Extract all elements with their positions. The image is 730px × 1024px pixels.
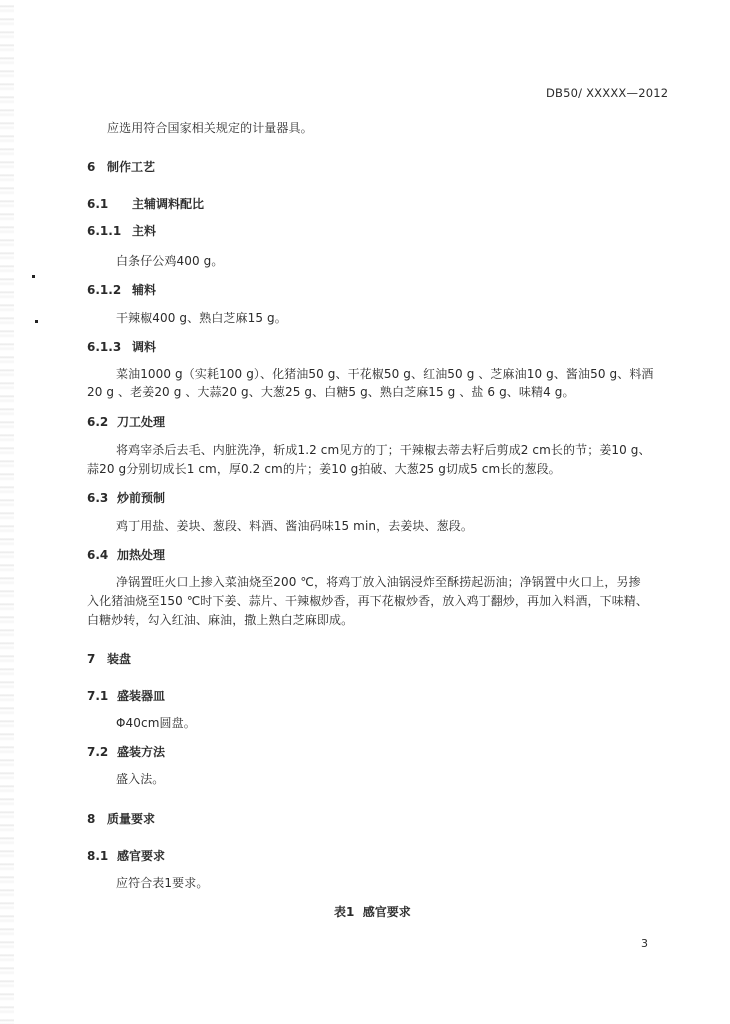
section-number: 6.1.1 xyxy=(87,224,122,238)
scan-edge-artifact xyxy=(0,0,14,1024)
section-number: 7.2 xyxy=(87,745,109,759)
section-title: 主料 xyxy=(132,224,157,238)
section-6-1-1-heading xyxy=(87,224,156,238)
section-8-1-heading xyxy=(87,849,165,863)
section-number: 6.3 xyxy=(87,491,109,505)
section-6-1-heading xyxy=(87,197,204,211)
section-6-1-3-heading xyxy=(87,340,156,354)
section-title: 炒前预制 xyxy=(117,491,166,505)
heating-text-line-2: 入化猪油烧至150 ℃时下姜、蒜片、干辣椒炒香，再下花椒炒香，放入鸡丁翻炒，再加入料酒，下味精、 xyxy=(87,594,648,608)
section-number: 6.1 xyxy=(87,197,109,211)
section-title: 盛装器皿 xyxy=(117,689,166,703)
table-caption: 表1 感官要求 xyxy=(334,905,411,919)
section-6-heading xyxy=(87,160,155,174)
heating-text-line-3: 白糖炒转，勾入红油、麻油，撒上熟白芝麻即成。 xyxy=(87,613,354,627)
section-number: 6 xyxy=(87,160,96,174)
section-title: 装盘 xyxy=(107,652,132,666)
pre-fry-prep-text: 鸡丁用盐、姜块、葱段、料酒、酱油码味15 min，去姜块、葱段。 xyxy=(116,519,473,533)
section-title: 刀工处理 xyxy=(117,415,166,429)
scan-mark xyxy=(35,320,38,323)
knife-work-text-line-1: 将鸡宰杀后去毛、内脏洗净，斩成1.2 cm见方的丁；干辣椒去蒂去籽后剪成2 cm长的节；姜10 g、 xyxy=(116,443,651,457)
section-7-2-heading xyxy=(87,745,165,759)
main-ingredient-text: 白条仔公鸡400 g。 xyxy=(116,254,224,268)
section-6-1-2-heading xyxy=(87,283,156,297)
section-number: 6.1.2 xyxy=(87,283,122,297)
section-number: 6.1.3 xyxy=(87,340,122,354)
knife-work-text-line-2: 蒜20 g分别切成长1 cm，厚0.2 cm的片；姜10 g拍破、大葱25 g切成5 cm长的葱段。 xyxy=(87,462,561,476)
section-8-heading xyxy=(87,812,155,826)
section-title: 调料 xyxy=(132,340,157,354)
auxiliary-ingredient-text: 干辣椒400 g、熟白芝麻15 g。 xyxy=(116,311,287,325)
section-title: 盛装方法 xyxy=(117,745,166,759)
section-title: 质量要求 xyxy=(107,812,156,826)
scan-mark xyxy=(32,275,35,278)
paragraph-measuring-tools: 应选用符合国家相关规定的计量器具。 xyxy=(107,121,313,135)
seasoning-text-line-1: 菜油1000 g（实耗100 g）、化猪油50 g、干花椒50 g、红油50 g 、芝麻油10 g、酱油50 g、料酒 xyxy=(116,367,654,381)
section-7-heading xyxy=(87,652,131,666)
section-number: 7 xyxy=(87,652,96,666)
section-6-3-heading xyxy=(87,491,165,505)
section-title: 主辅调料配比 xyxy=(132,197,205,211)
sensory-requirement-text: 应符合表1要求。 xyxy=(116,876,209,890)
section-6-2-heading xyxy=(87,415,165,429)
section-number: 7.1 xyxy=(87,689,109,703)
section-number: 6.4 xyxy=(87,548,109,562)
section-title: 辅料 xyxy=(132,283,157,297)
section-title: 感官要求 xyxy=(117,849,166,863)
section-title: 加热处理 xyxy=(117,548,166,562)
plating-method-text: 盛入法。 xyxy=(116,772,165,786)
page-number: 3 xyxy=(641,937,648,950)
section-number: 6.2 xyxy=(87,415,109,429)
section-number: 8 xyxy=(87,812,96,826)
section-6-4-heading xyxy=(87,548,165,562)
seasoning-text-line-2: 20 g 、老姜20 g 、大蒜20 g、大葱25 g、白糖5 g、熟白芝麻15 g 、盐 6 g、味精4 g。 xyxy=(87,385,575,399)
heating-text-line-1: 净锅置旺火口上掺入菜油烧至200 ℃，将鸡丁放入油锅浸炸至酥捞起沥油；净锅置中火口上，另掺 xyxy=(116,575,641,589)
section-number: 8.1 xyxy=(87,849,109,863)
plate-spec-text: Φ40cm圆盘。 xyxy=(116,716,196,730)
standard-code: DB50/ XXXXX—2012 xyxy=(546,86,669,100)
section-7-1-heading xyxy=(87,689,165,703)
section-title: 制作工艺 xyxy=(107,160,156,174)
